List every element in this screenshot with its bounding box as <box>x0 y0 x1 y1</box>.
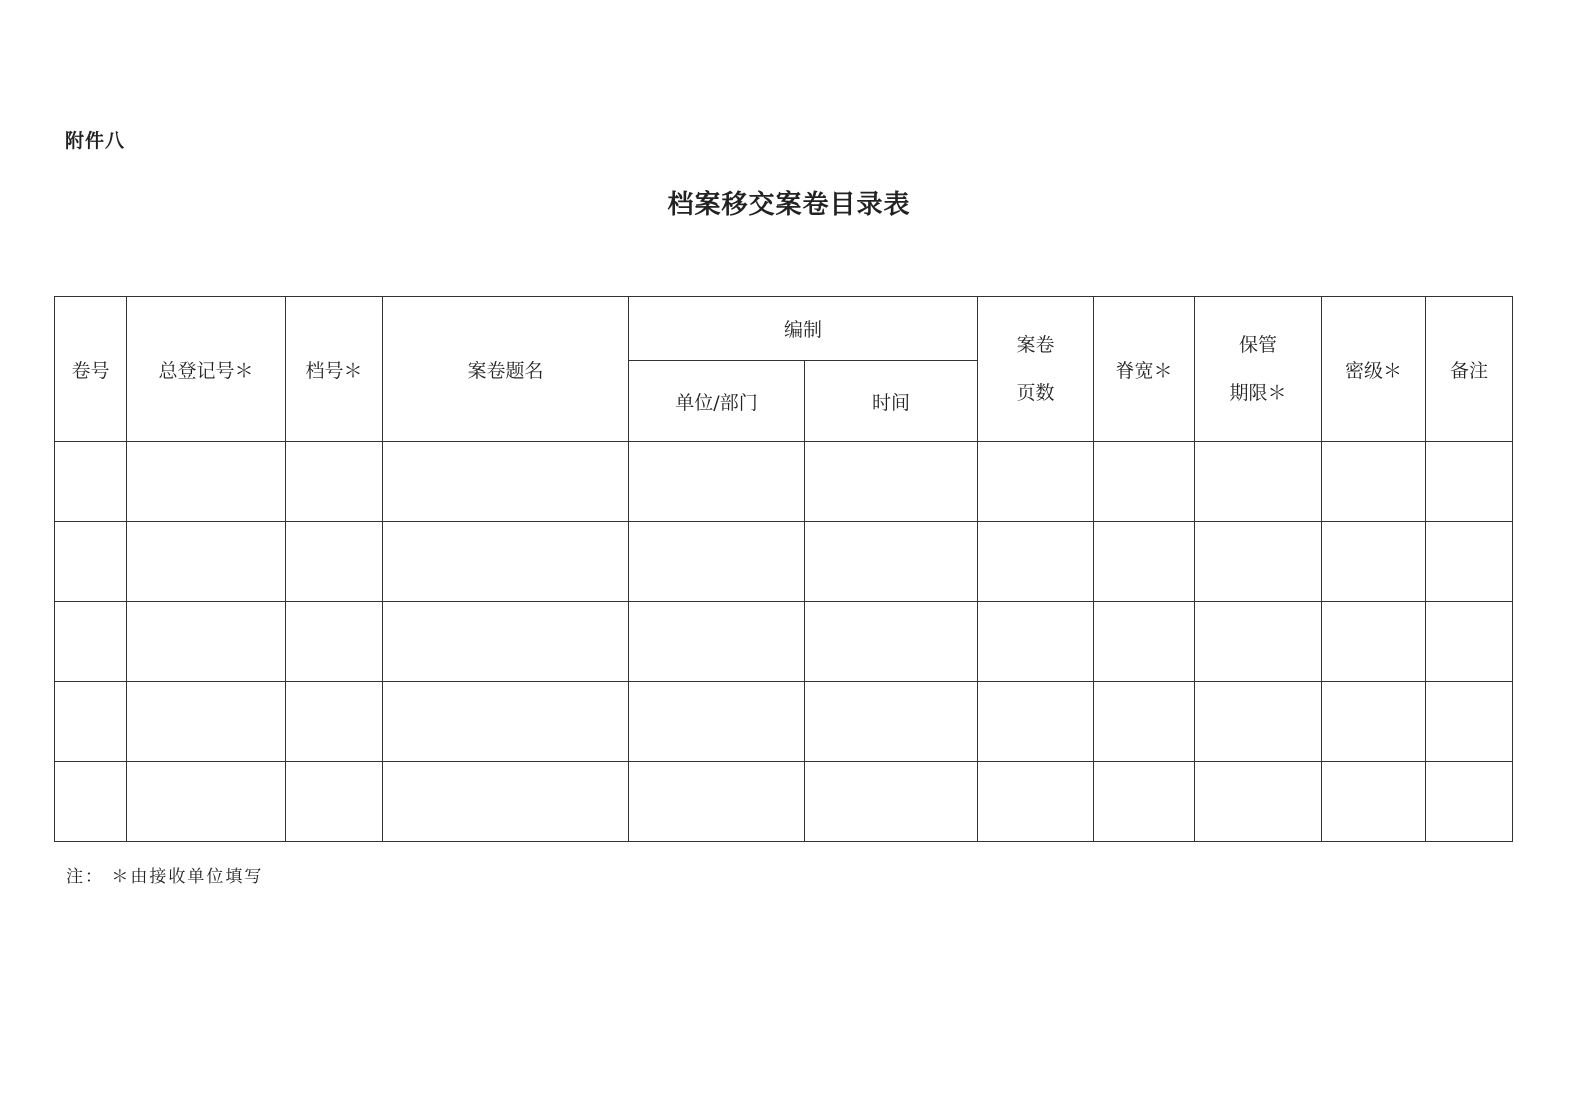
table-cell[interactable] <box>1094 522 1195 602</box>
col-header-volume-title: 案卷题名 <box>383 297 629 442</box>
table-cell[interactable] <box>127 762 286 842</box>
table-cell[interactable] <box>629 762 805 842</box>
table-cell[interactable] <box>1094 442 1195 522</box>
table-cell[interactable] <box>1195 762 1322 842</box>
col-header-retention <box>1195 297 1322 442</box>
table-cell[interactable] <box>978 682 1094 762</box>
col-header-volume-no: 卷号 <box>55 297 127 442</box>
table-row <box>55 762 1513 842</box>
page-count-line1: 案卷 <box>1016 334 1055 356</box>
table-cell[interactable] <box>1195 442 1322 522</box>
table-cell[interactable] <box>1094 602 1195 682</box>
catalog-table <box>54 296 1513 842</box>
table-cell[interactable] <box>629 602 805 682</box>
table-cell[interactable] <box>978 442 1094 522</box>
table-row <box>55 442 1513 522</box>
table-cell[interactable] <box>55 602 127 682</box>
table-cell[interactable] <box>1426 522 1513 602</box>
table-cell[interactable] <box>1426 682 1513 762</box>
col-header-page-count <box>978 297 1094 442</box>
table-cell[interactable] <box>805 602 978 682</box>
table-cell[interactable] <box>1195 682 1322 762</box>
table-cell[interactable] <box>1195 522 1322 602</box>
table-cell[interactable] <box>286 682 383 762</box>
table-cell[interactable] <box>55 762 127 842</box>
table-cell[interactable] <box>383 682 629 762</box>
table-cell[interactable] <box>1426 602 1513 682</box>
footnote: 注： ＊由接收单位填写 <box>66 867 264 887</box>
table-cell[interactable] <box>55 442 127 522</box>
page-count-line2: 页数 <box>1016 382 1055 404</box>
table-cell[interactable] <box>55 522 127 602</box>
table-cell[interactable] <box>978 522 1094 602</box>
table-cell[interactable] <box>629 522 805 602</box>
col-header-unit-dept: 单位/部门 <box>629 361 805 442</box>
table-cell[interactable] <box>383 602 629 682</box>
table-cell[interactable] <box>629 682 805 762</box>
table-cell[interactable] <box>286 442 383 522</box>
annex-label: 附件八 <box>65 130 126 152</box>
table-cell[interactable] <box>805 522 978 602</box>
table-cell[interactable] <box>55 682 127 762</box>
col-header-archive-no: 档号＊ <box>286 297 383 442</box>
table-cell[interactable] <box>805 682 978 762</box>
table-cell[interactable] <box>127 522 286 602</box>
retention-line2: 期限＊ <box>1229 382 1287 404</box>
col-header-time: 时间 <box>805 361 978 442</box>
table-cell[interactable] <box>1426 442 1513 522</box>
table-cell[interactable] <box>383 442 629 522</box>
table-cell[interactable] <box>805 762 978 842</box>
col-header-spine-width: 脊宽＊ <box>1094 297 1195 442</box>
page-title: 档案移交案卷目录表 <box>667 190 911 220</box>
table-cell[interactable] <box>1195 602 1322 682</box>
col-header-security-level: 密级＊ <box>1322 297 1426 442</box>
table-cell[interactable] <box>383 522 629 602</box>
table-cell[interactable] <box>286 522 383 602</box>
table-cell[interactable] <box>1322 522 1426 602</box>
table-cell[interactable] <box>1322 762 1426 842</box>
col-header-remarks: 备注 <box>1426 297 1513 442</box>
table-cell[interactable] <box>127 442 286 522</box>
table-cell[interactable] <box>629 442 805 522</box>
table-cell[interactable] <box>1094 762 1195 842</box>
col-header-total-reg-no: 总登记号＊ <box>127 297 286 442</box>
table-cell[interactable] <box>978 602 1094 682</box>
table-cell[interactable] <box>1426 762 1513 842</box>
table-row <box>55 682 1513 762</box>
table-cell[interactable] <box>805 442 978 522</box>
table-cell[interactable] <box>127 682 286 762</box>
table-cell[interactable] <box>383 762 629 842</box>
table-row <box>55 522 1513 602</box>
table-cell[interactable] <box>1322 442 1426 522</box>
table-cell[interactable] <box>978 762 1094 842</box>
table-cell[interactable] <box>286 602 383 682</box>
table-cell[interactable] <box>286 762 383 842</box>
table-cell[interactable] <box>127 602 286 682</box>
table-cell[interactable] <box>1322 602 1426 682</box>
table-row <box>55 602 1513 682</box>
table-cell[interactable] <box>1094 682 1195 762</box>
retention-line1: 保管 <box>1239 334 1278 356</box>
col-header-compile: 编制 <box>629 297 978 361</box>
header-row <box>55 297 1513 361</box>
table-cell[interactable] <box>1322 682 1426 762</box>
